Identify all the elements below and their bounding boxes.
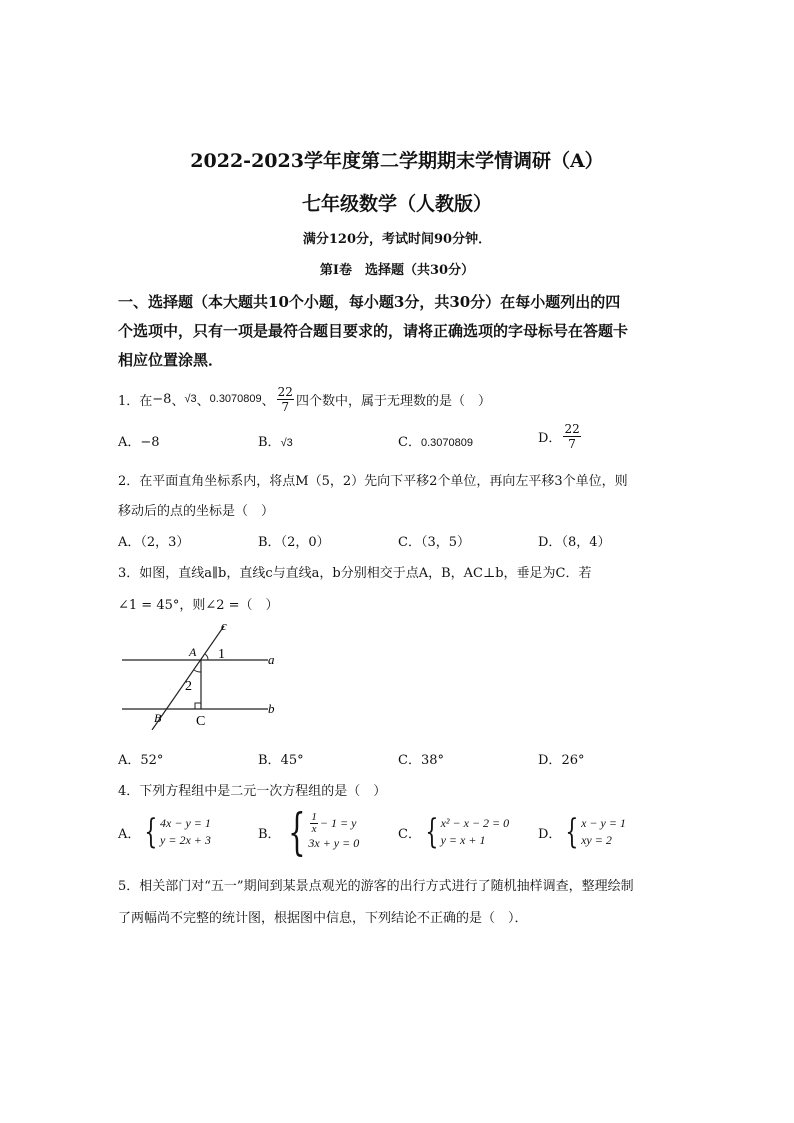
q1-fraction-den: 7 — [281, 399, 290, 414]
q1-option-c: C．0.3070809 — [398, 435, 473, 450]
q1-post: 四个数中，属于无理数的是（ ） — [295, 393, 491, 409]
label-1: 1 — [218, 647, 225, 662]
q1-pre: 1．在 — [118, 393, 153, 409]
question-1-stem — [118, 384, 491, 414]
q1-sep-1: 、 — [171, 393, 185, 409]
right-angle-mark — [195, 703, 201, 709]
q1-sep-3: 、 — [261, 393, 275, 409]
q2-option-d: D．（8，4） — [538, 535, 611, 550]
section-instructions-line2: 个选项中，只有一项是最符合题目要求的，请将正确选项的字母标号在答题卡 — [118, 322, 629, 340]
q1-fraction — [277, 385, 294, 414]
label-2: 2 — [185, 679, 192, 694]
q3-option-c: C．38° — [398, 753, 444, 768]
label-B: B — [154, 711, 162, 725]
q1-number-1: −8 — [152, 391, 172, 407]
q4-option-b: B． { $\frac{1}{x}$ − 1 = y 3x + y = 0 — [258, 803, 360, 861]
q3-option-d: D．26° — [538, 753, 585, 768]
question-2-line1: 2．在平面直角坐标系内，将点M（5，2）先向下平移2个单位，再向左平移3个单位，则 — [118, 474, 628, 489]
q4-option-a: A． { 4x − y = 1 y = 2x + 3 — [118, 812, 211, 852]
q1-option-a: A．−8 — [118, 435, 160, 450]
exam-info: 满分120分，考试时间90分钟． — [302, 232, 492, 247]
q4-option-c: C． { x² − x − 2 = 0 y = x + 1 — [398, 812, 510, 852]
angle-1-arc — [205, 654, 208, 660]
label-a: a — [268, 652, 275, 667]
q2-option-a: A．（2，3） — [118, 535, 190, 550]
question-4-line1: 4．下列方程组中是二元一次方程组的是（ ） — [118, 784, 387, 799]
q1-sqrt: √3 — [184, 393, 197, 405]
exam-title: 2022-2023学年度第二学期期末学情调研（A） — [190, 150, 604, 172]
q2-option-b: B．（2，0） — [258, 535, 330, 550]
question-5-line2: 了两幅尚不完整的统计图，根据图中信息，下列结论不正确的是（ ）． — [118, 911, 528, 926]
label-b: b — [268, 701, 275, 716]
q1-fraction-num: 22 — [277, 384, 293, 399]
q1-sep-2: 、 — [196, 393, 210, 409]
section-instructions-line3: 相应位置涂黑． — [118, 351, 224, 369]
question-3-line1: 3．如图，直线a∥b，直线c与直线a，b分别相交于点A，B，AC⊥b，垂足为C．若 — [118, 566, 592, 581]
q3-figure — [118, 618, 288, 730]
q1-option-b: B．√3 — [258, 435, 293, 450]
line-c — [152, 626, 224, 730]
q2-option-c: C．（3，5） — [398, 535, 470, 550]
q3-option-b: B．45° — [258, 753, 304, 768]
angle-2-arc — [194, 670, 201, 672]
question-2-line2: 移动后的点的坐标是（ ） — [118, 504, 275, 519]
label-A: A — [189, 645, 197, 659]
q1-option-d-fraction: $\frac{22}{7}$ — [564, 422, 580, 451]
part-heading: 第Ⅰ卷 选择题（共30分） — [319, 263, 475, 278]
q1-option-d: D． $\frac{22}{7}$ — [538, 422, 580, 451]
label-c: c — [221, 618, 227, 633]
q1-decimal: 0.3070809 — [209, 393, 262, 405]
section-instructions-line1: 一、选择题（本大题共10个小题，每小题3分，共30分）在每小题列出的四 — [118, 293, 621, 311]
exam-subtitle: 七年级数学（人教版） — [301, 193, 492, 215]
label-C: C — [196, 714, 206, 729]
q3-option-a: A．52° — [118, 753, 164, 768]
question-5-line1: 5．相关部门对“五一”期间到某景点观光的游客的出行方式进行了随机抽样调查，整理绘制 — [118, 879, 634, 894]
question-3-line2: ∠1 = 45°，则∠2 =（ ） — [118, 598, 279, 613]
q4-option-d: D． { x − y = 1 xy = 2 — [538, 812, 626, 852]
